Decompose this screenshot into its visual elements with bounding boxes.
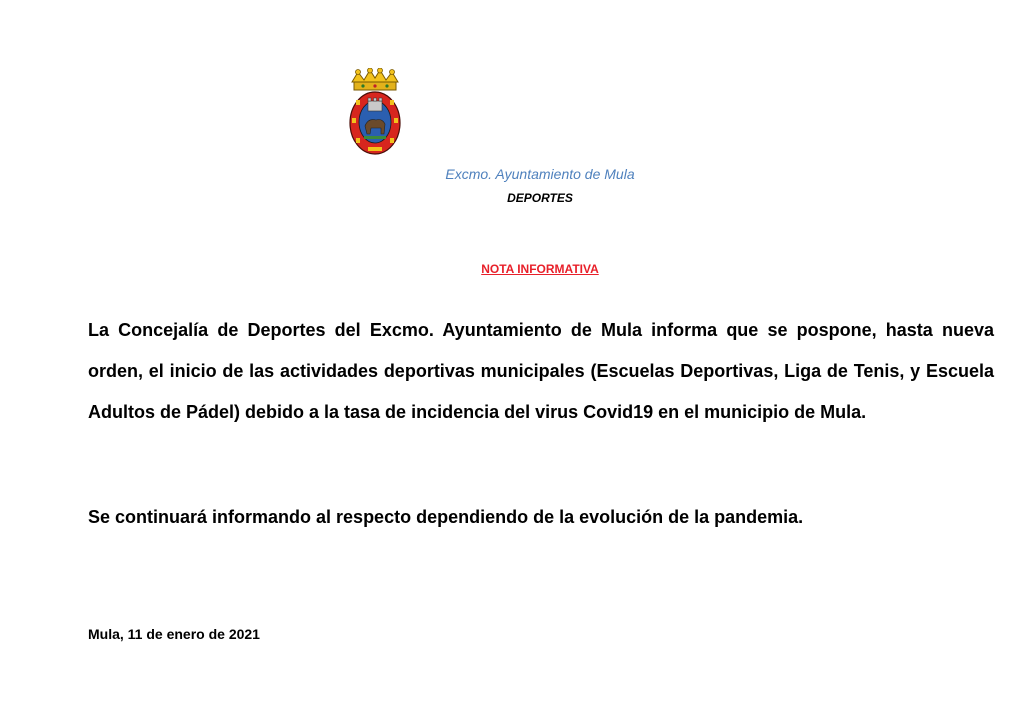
organization-name: Excmo. Ayuntamiento de Mula xyxy=(445,166,635,182)
announcement-paragraph: La Concejalía de Deportes del Excmo. Ayuntamiento de Mula informa que se pospone, hasta nueva orden, el inicio de las actividades deportivas municipales (Escuelas Deportivas, Liga de Tenis, y Escuela Adultos de Pádel) debido a la tasa de incidencia del virus Covid19 en el municipio de Mula. xyxy=(88,320,994,422)
note-title: NOTA INFORMATIVA xyxy=(481,262,599,276)
department-name: DEPORTES xyxy=(507,191,573,205)
place-date: Mula, 11 de enero de 2021 xyxy=(88,626,260,642)
follow-up-paragraph: Se continuará informando al respecto dependiendo de la evolución de la pandemia. xyxy=(88,507,804,527)
shield-icon xyxy=(350,92,400,154)
coat-of-arms-icon xyxy=(346,68,404,156)
crown-icon xyxy=(352,68,398,90)
